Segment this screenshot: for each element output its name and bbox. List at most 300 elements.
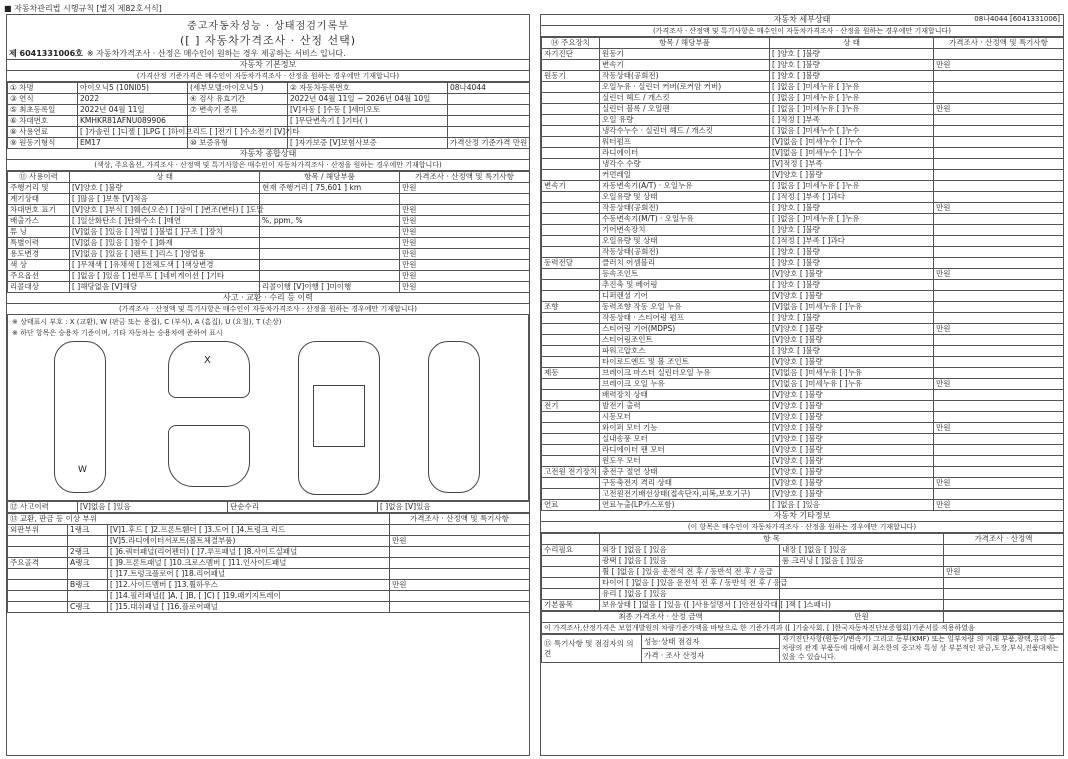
detail-cell: [ ]없음 [ ]있음 [770, 500, 934, 511]
exchange-cell: [ ]6.쿼터패널(리어펜더) [ ]7.루프패널 [ ]8.사이드실패널 [108, 547, 390, 558]
detail-row [542, 302, 1064, 313]
exchange-row [8, 580, 530, 591]
status-row [8, 271, 530, 282]
status-row [8, 194, 530, 205]
exchange-cell [68, 536, 108, 547]
detail-row [542, 390, 1064, 401]
other-header-cell: 항 목 [600, 534, 944, 545]
detail-cell: [ ]양호 [ ]불량 [770, 49, 934, 60]
detail-cell: [V]없음 [ ]미세누유 [ ]누유 [770, 379, 934, 390]
status-cell: 주행거리 및 [8, 183, 70, 194]
detail-cell [542, 379, 600, 390]
detail-cell: 냉각수 수량 [600, 159, 770, 170]
detail-cell: 오일누유 · 실린더 커버(로커암 커버) [600, 82, 770, 93]
detail-cell [542, 269, 600, 280]
detail-cell: 스티어링 기어(MDPS) [600, 324, 770, 335]
exchange-cell: [ ]14.필러패널([ ]A, [ ]B, [ ]C) [ ]19.패키지트레이 [108, 591, 390, 602]
detail-cell: 실내송풍 모터 [600, 434, 770, 445]
exchange-cell [390, 591, 530, 602]
detail-cell [542, 335, 600, 346]
detail-row [542, 71, 1064, 82]
detail-row [542, 445, 1064, 456]
detail-row [542, 434, 1064, 445]
exchange-cell: [ ]12.사이드멤버 [ ]13.휠하우스 [108, 580, 390, 591]
detail-row [542, 181, 1064, 192]
exchange-row [8, 558, 530, 569]
accident-note: (가격조사 · 산정액 및 특기사항은 매수인이 자동차가격조사 · 산정을 원하는 경우에만 기재합니다) [7, 304, 529, 315]
basic-cell: 08나4044 [448, 83, 530, 94]
other-cell: 내장 [ ]없음 [ ]있음 [780, 545, 944, 556]
car-top-cabin [313, 385, 365, 447]
detail-cell: [ ]없음 [ ]미세누유 [ ]누유 [770, 181, 934, 192]
exchange-row [8, 569, 530, 580]
detail-cell: 고전원전기배선상태(접속단자,피복,보호기구) [600, 489, 770, 500]
accident-cell: [ ]없음 [V]있음 [378, 502, 530, 513]
detail-cell [934, 467, 1064, 478]
detail-cell [934, 214, 1064, 225]
exchange-cell [8, 536, 68, 547]
exchange-cell: A랭크 [68, 558, 108, 569]
detail-row [542, 280, 1064, 291]
detail-cell: [ ]적정 [ ]부족 [770, 115, 934, 126]
other-header-cell: 가격조사 · 산정액 [944, 534, 1064, 545]
detail-cell [542, 357, 600, 368]
exchange-table [7, 513, 530, 613]
final-calc-unit: 만원 [780, 612, 944, 623]
detail-cell: 자동변속기(A/T) · 오일누유 [600, 181, 770, 192]
detail-cell [542, 324, 600, 335]
detail-cell: 연료누출(LP가스포함) [600, 500, 770, 511]
exchange-cell: 만원 [390, 580, 530, 591]
exchange-cell: 2랭크 [68, 547, 108, 558]
detail-cell [542, 412, 600, 423]
damage-diagram [7, 315, 529, 501]
other-cell: 타이어 [ ]없음 [ ]있음 운전석 전 후 / 동반석 전 후 / 응급 [600, 578, 780, 589]
detail-row [542, 357, 1064, 368]
exchange-row [8, 525, 530, 536]
final-note: 이 가격조사,산정가격은 보험개발원의 차량기준가액을 바탕으로 한 기준가격과 ([ ]기술사회, [ ]한국자동차진단보증협회)기준서를 적용하였음 [542, 623, 1064, 634]
exchange-cell [390, 569, 530, 580]
detail-cell: 자기진단 [542, 49, 600, 60]
status-row [8, 216, 530, 227]
exchange-cell [8, 580, 68, 591]
other-cell: 룸 크리닝 [ ]없음 [ ]있음 [780, 556, 944, 567]
basic-info-title: 자동차 기본정보 [7, 60, 529, 71]
basic-info-table [7, 82, 530, 149]
detail-cell: 만원 [934, 324, 1064, 335]
detail-cell: 윈도우 모터 [600, 456, 770, 467]
detail-cell: [V]없음 [ ]미세누수 [ ]누수 [770, 137, 934, 148]
detail-cell: 실린더 헤드 / 개스킷 [600, 93, 770, 104]
detail-cell: [V]양호 [ ]불량 [770, 390, 934, 401]
basic-cell: ① 차명 [8, 83, 78, 94]
basic-cell [448, 127, 530, 138]
detail-cell: 기어변속장치 [600, 225, 770, 236]
detail-row [542, 401, 1064, 412]
detail-cell [934, 280, 1064, 291]
detail-cell [542, 214, 600, 225]
detail-row [542, 346, 1064, 357]
status-table [7, 171, 530, 293]
detail-cell [934, 126, 1064, 137]
other-cell: 외장 [ ]없음 [ ]있음 [600, 545, 780, 556]
basic-cell: 2022년 04월 11일 ~ 2026년 04월 10일 [288, 94, 448, 105]
detail-row [542, 258, 1064, 269]
basic-cell: 가격산정 기준가격 만원 [448, 138, 530, 149]
status-cell: 만원 [400, 216, 530, 227]
status-note: (색상, 주요옵션, 가격조사 · 산정액 및 특기사항은 매수인이 자동차가격조사 · 산정을 원하는 경우에만 기재합니다) [7, 160, 529, 171]
other-cell [944, 556, 1064, 567]
other-cell: 수리필요 [542, 545, 600, 556]
other-cell [944, 545, 1064, 556]
detail-cell [934, 159, 1064, 170]
basic-cell: [ ]가솔린 [ ]디젤 [ ]LPG [ ]하이브리드 [ ]전기 [ ]수소전기 [V]기타 [78, 127, 188, 138]
detail-cell: 라디에이터 [600, 148, 770, 159]
detail-cell [934, 192, 1064, 203]
detail-cell: 커먼레일 [600, 170, 770, 181]
detail-row [542, 104, 1064, 115]
detail-cell: [V]양호 [ ]불량 [770, 269, 934, 280]
other-cell: 만원 [944, 567, 1064, 578]
detail-cell [542, 104, 600, 115]
basic-cell [448, 105, 530, 116]
detail-cell: 와이퍼 모터 기능 [600, 423, 770, 434]
detail-cell [934, 148, 1064, 159]
detail-cell: 오일 유량 [600, 115, 770, 126]
basic-cell: ③ 연식 [8, 94, 78, 105]
basic-row [8, 127, 530, 138]
other-header-cell [542, 534, 600, 545]
status-row [8, 282, 530, 293]
detail-cell: [V]양호 [ ]불량 [770, 456, 934, 467]
status-row [8, 238, 530, 249]
other-title: 자동차 기타정보 [541, 511, 1063, 522]
detail-cell: 라디에이터 팬 모터 [600, 445, 770, 456]
detail-cell [934, 170, 1064, 181]
car-rear-view [168, 425, 250, 487]
detail-cell: [ ]양호 [ ]불량 [770, 71, 934, 82]
basic-cell: 2022 [78, 94, 188, 105]
detail-cell [542, 236, 600, 247]
detail-cell: 타이로드엔드 및 볼 조인트 [600, 357, 770, 368]
status-cell: 배출가스 [8, 216, 70, 227]
detail-cell: 원동기 [600, 49, 770, 60]
detail-cell: 배력장치 상태 [600, 390, 770, 401]
detail-cell: [V]없음 [ ]미세누유 [ ]누유 [770, 302, 934, 313]
mark-x: X [204, 355, 211, 366]
status-cell [400, 194, 530, 205]
other-cell [944, 589, 1064, 600]
status-cell: 주요옵션 [8, 271, 70, 282]
status-cell: 색 상 [8, 260, 70, 271]
opinion-row-1: 성능·상태 점검자 [642, 635, 780, 649]
detail-cell: [ ]양호 [ ]불량 [770, 313, 934, 324]
detail-cell: [V]없음 [ ]미세누유 [ ]누유 [770, 368, 934, 379]
detail-cell [542, 115, 600, 126]
detail-cell [934, 181, 1064, 192]
other-cell: 휠 [ ]없음 [ ]있음 운전석 전 후 / 동반석 전 후 / 응급 [600, 567, 780, 578]
other-row [542, 578, 1064, 589]
detail-cell [934, 82, 1064, 93]
status-cell [260, 205, 400, 216]
status-cell: 만원 [400, 183, 530, 194]
detail-cell: 만원 [934, 379, 1064, 390]
other-cell: 보유상태 [ ]없음 [ ]있음 ([ ]사용설명서 [ ]안전삼각대 [ ]잭 [ ]스패너) [600, 600, 780, 611]
detail-cell [542, 313, 600, 324]
doc-number: 제 6041331006호 [9, 49, 83, 58]
detail-cell [934, 390, 1064, 401]
exchange-cell: [ ]15.대쉬패널 [ ]16.플로어패널 [108, 602, 390, 613]
detail-cell [934, 236, 1064, 247]
detail-cell [934, 247, 1064, 258]
status-cell [260, 249, 400, 260]
basic-cell: [V]자동 [ ]수동 [ ]세미오토 [288, 105, 448, 116]
detail-cell: 실린더 블록 / 오일팬 [600, 104, 770, 115]
detail-cell [934, 291, 1064, 302]
basic-cell: KMHKR81AFNU089906 [78, 116, 188, 127]
status-cell: 튜 닝 [8, 227, 70, 238]
detail-note: (가격조사 · 산정액 및 특기사항은 매수인이 자동차가격조사 · 산정을 원하는 경우에만 기재합니다) [541, 26, 1063, 37]
other-row [542, 545, 1064, 556]
detail-cell [542, 434, 600, 445]
other-cell [542, 589, 600, 600]
detail-cell [542, 159, 600, 170]
detail-cell: [ ]없음 [ ]미세누유 [ ]누유 [770, 93, 934, 104]
detail-row [542, 269, 1064, 280]
final-calc-label: 최종 가격조사 · 산정 금액 [542, 612, 780, 623]
detail-row [542, 489, 1064, 500]
detail-cell [542, 423, 600, 434]
status-row [8, 249, 530, 260]
status-cell: [ ]없음 [ ]있음 [ ]썬루프 [ ]네비게이션 [ ]기타 [70, 271, 260, 282]
detail-cell [934, 357, 1064, 368]
exchange-row [8, 602, 530, 613]
detail-cell: 파워고압호스 [600, 346, 770, 357]
other-cell [944, 600, 1064, 611]
opinion-note: 자기진단사항(원동기/변속기) 그리고 동부(KMF) 또는 일부차량 의 거래 부품,광택,유리 등 차량의 관계 부품등에 대해서 최소한의 중고차 특성 상 부분적인 판금,도장,부식,진품대체는 있을 수 있습니다. [780, 635, 1064, 663]
detail-cell: [V]양호 [ ]불량 [770, 445, 934, 456]
basic-cell: ⑧ 사용연료 [8, 127, 78, 138]
detail-row [542, 159, 1064, 170]
detail-cell: 브레이크 오일 누유 [600, 379, 770, 390]
basic-row [8, 94, 530, 105]
detail-cell: [ ]없음 [ ]미세누유 [ ]누유 [770, 214, 934, 225]
detail-row [542, 335, 1064, 346]
detail-cell: [ ]없음 [ ]미세누수 [ ]누수 [770, 126, 934, 137]
detail-row [542, 49, 1064, 60]
detail-row [542, 423, 1064, 434]
other-cell: 기본품목 [542, 600, 600, 611]
exchange-row [8, 547, 530, 558]
exchange-cell [8, 547, 68, 558]
detail-row [542, 247, 1064, 258]
detail-cell [542, 247, 600, 258]
detail-cell: 구동축전지 격리 상태 [600, 478, 770, 489]
detail-cell: 만원 [934, 269, 1064, 280]
detail-cell: 변속기 [600, 60, 770, 71]
detail-cell [934, 71, 1064, 82]
status-cell [260, 238, 400, 249]
other-cell: 유리 [ ]없음 [ ]있음 [600, 589, 780, 600]
exchange-cell [390, 602, 530, 613]
status-title: 자동차 종합상태 [7, 149, 529, 160]
detail-row [542, 324, 1064, 335]
basic-row [8, 138, 530, 149]
detail-cell: 연료 [542, 500, 600, 511]
detail-cell [542, 291, 600, 302]
detail-cell: 만원 [934, 203, 1064, 214]
detail-cell: [V]양호 [ ]불량 [770, 478, 934, 489]
detail-row [542, 170, 1064, 181]
exchange-cell [8, 602, 68, 613]
accident-title: 사고 · 교환 · 수리 등 이력 [7, 293, 529, 304]
basic-cell: ⑨ 원동기형식 [8, 138, 78, 149]
detail-header-cell: 항목 / 해당부품 [600, 38, 770, 49]
other-row [542, 600, 1064, 611]
basic-cell: ② 자동차등록번호 [288, 83, 448, 94]
other-row [542, 567, 1064, 578]
status-cell [260, 194, 400, 205]
detail-cell [934, 489, 1064, 500]
detail-cell: 작동상태(공회전) [600, 247, 770, 258]
detail-cell: [ ]양호 [ ]불량 [770, 203, 934, 214]
detail-cell: [V]양호 [ ]불량 [770, 412, 934, 423]
accident-cell: 단순수리 [228, 502, 378, 513]
detail-cell: 브레이크 마스터 실린더오일 누유 [600, 368, 770, 379]
detail-cell: 추진축 및 베어링 [600, 280, 770, 291]
other-row [542, 589, 1064, 600]
basic-cell: ④ 검사 유효기간 [188, 94, 288, 105]
status-cell: 차대번호 표기 [8, 205, 70, 216]
accident-cell: ⑫ 사고이력 [8, 502, 78, 513]
detail-cell: [V]양호 [ ]불량 [770, 434, 934, 445]
detail-cell: 오일유량 및 상태 [600, 192, 770, 203]
detail-cell: [V]양호 [ ]불량 [770, 423, 934, 434]
detail-cell: 만원 [934, 423, 1064, 434]
exchange-row [8, 536, 530, 547]
detail-cell: 클러치 어셈블리 [600, 258, 770, 269]
mark-w: W [78, 465, 87, 475]
basic-row [8, 83, 530, 94]
status-cell [260, 271, 400, 282]
other-cell [780, 578, 944, 589]
basic-cell: [ ]자가보증 [V]보험사보증 [288, 138, 448, 149]
detail-cell: 만원 [934, 500, 1064, 511]
detail-cell: 동력조향 작동 오일 누유 [600, 302, 770, 313]
detail-cell: 전기 [542, 401, 600, 412]
status-cell: 만원 [400, 282, 530, 293]
exchange-cell: 주요골격 [8, 558, 68, 569]
car-right-side-view [428, 341, 480, 493]
car-front-view [168, 341, 250, 398]
detail-cell: [V]양호 [ ]불량 [770, 335, 934, 346]
doc-title: 중고자동차성능 · 상태점검기록부 [187, 21, 349, 32]
detail-cell: 수동변속기(M/T) · 오일누유 [600, 214, 770, 225]
basic-cell [288, 127, 448, 138]
detail-cell: 냉각수누수 · 실린더 헤드 / 개스킷 [600, 126, 770, 137]
detail-cell [934, 137, 1064, 148]
exchange-cell: B랭크 [68, 580, 108, 591]
status-cell: [ ]해당없음 [V]해당 [70, 282, 260, 293]
detail-cell: 작동상태(공회전) [600, 71, 770, 82]
status-cell: [V]없음 [ ]있음 [ ]침수 [ ]화재 [70, 238, 260, 249]
detail-cell [934, 412, 1064, 423]
status-header-cell: 가격조사 · 산정액 및 특기사항 [400, 172, 530, 183]
detail-cell: [V]양호 [ ]불량 [770, 324, 934, 335]
detail-cell [542, 93, 600, 104]
accident-cell: [V]없음 [ ]있음 [78, 502, 228, 513]
detail-row [542, 126, 1064, 137]
opinion-label: ⑮ 특기사항 및 점검자의 의견 [542, 635, 642, 663]
detail-cell [542, 170, 600, 181]
detail-row [542, 115, 1064, 126]
status-cell: [ ]많음 [ ]보통 [V]적음 [70, 194, 260, 205]
detail-cell [934, 434, 1064, 445]
status-cell: 리콜대상 [8, 282, 70, 293]
exchange-header-cell: ⑬ 교환, 판금 등 이상 부위 [8, 514, 390, 525]
detail-cell [542, 478, 600, 489]
exchange-cell: [ ]9.프론트패널 [ ]10.크로스멤버 [ ]11.인사이드패널 [108, 558, 390, 569]
status-row [8, 227, 530, 238]
status-cell: [V]양호 [ ]불량 [70, 183, 260, 194]
detail-cell: 작동상태 · 스티어링 펌프 [600, 313, 770, 324]
detail-cell: [V]양호 [ ]불량 [770, 170, 934, 181]
legend-line-1: ※ 상태표시 부호 : X (교환), W (판금 또는 용접), C (부식), A (흠집), U (요철), T (손상) [12, 318, 282, 326]
status-cell: 만원 [400, 227, 530, 238]
detail-cell [542, 346, 600, 357]
status-cell: [V]없음 [ ]있음 [ ]렌트 [ ]리스 [ ]영업용 [70, 249, 260, 260]
basic-cell: (세부모델:아이오닉5 ) [188, 83, 288, 94]
detail-cell [542, 489, 600, 500]
detail-cell [542, 82, 600, 93]
detail-cell: [V]양호 [ ]불량 [770, 467, 934, 478]
basic-row [8, 105, 530, 116]
detail-cell [934, 93, 1064, 104]
status-cell: 현재 주행거리 [ 75,601 ] km [260, 183, 400, 194]
exchange-row [8, 591, 530, 602]
detail-cell [542, 60, 600, 71]
detail-cell [934, 368, 1064, 379]
other-cell: 광택 [ ]없음 [ ]있음 [600, 556, 780, 567]
detail-cell [934, 456, 1064, 467]
detail-cell [542, 203, 600, 214]
basic-info-note: (가격산정 기준가격은 매수인이 자동차가격조사 · 산정을 원하는 경우에만 기재합니다) [7, 71, 529, 82]
detail-cell: [V]없음 [ ]미세누수 [ ]누수 [770, 148, 934, 159]
detail-table [541, 37, 1064, 511]
detail-row [542, 291, 1064, 302]
detail-row [542, 467, 1064, 478]
detail-cell [542, 390, 600, 401]
exchange-cell: 1랭크 [68, 525, 108, 536]
status-cell: [V]없음 [ ]있음 [ ]적법 [ ]불법 [ ]구조 [ ]장치 [70, 227, 260, 238]
other-table [541, 533, 1064, 611]
detail-cell [934, 115, 1064, 126]
exchange-cell: 외판부위 [8, 525, 68, 536]
detail-cell: [ ]양호 [ ]불량 [770, 247, 934, 258]
detail-cell [542, 137, 600, 148]
detail-row [542, 93, 1064, 104]
detail-cell [934, 302, 1064, 313]
detail-cell: 고전원 전기장치 [542, 467, 600, 478]
exchange-cell: [ ]17.트렁크플로어 [ ]18.리어패널 [108, 569, 390, 580]
detail-cell: 동력전달 [542, 258, 600, 269]
detail-cell: 변속기 [542, 181, 600, 192]
detail-cell: 워터펌프 [600, 137, 770, 148]
exchange-cell [8, 569, 68, 580]
exchange-cell [68, 591, 108, 602]
exchange-cell: [V]5.라디에이터서포트(볼트체결부품) [108, 536, 390, 547]
detail-row [542, 137, 1064, 148]
